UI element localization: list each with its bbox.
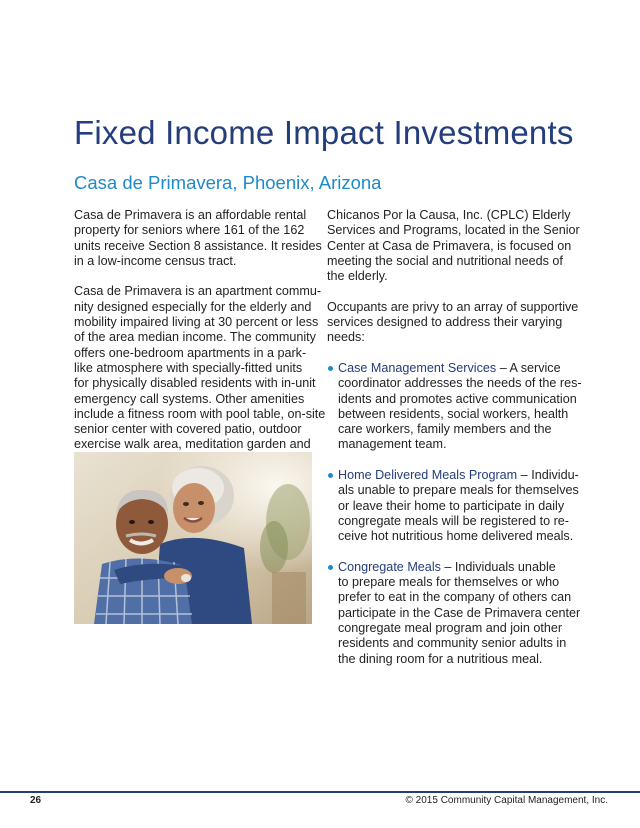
page-title: Fixed Income Impact Investments — [74, 114, 574, 151]
left-column — [74, 208, 326, 483]
text-line: needs: — [327, 330, 365, 345]
bullet-first-line — [338, 560, 567, 575]
bullet-dot-icon — [328, 473, 333, 478]
bullet-home-delivered-meals — [327, 468, 579, 544]
text-line: Chicanos Por la Causa, Inc. (CPLC) Elderly — [327, 208, 571, 222]
right-column — [327, 208, 582, 682]
bullet-heading: Congregate Meals — [338, 559, 441, 574]
text-line: senior center with covered patio, outdoor — [74, 422, 302, 437]
text-line: to prepare meals for themselves or who — [338, 575, 560, 590]
text-line: emergency call systems. Other amenities — [74, 391, 305, 406]
text-line: Occupants are privy to an array of supportive — [327, 299, 579, 314]
page-subtitle: Casa de Primavera, Phoenix, Arizona — [74, 172, 382, 193]
text-line: residents and community senior adults in — [338, 636, 567, 651]
text-line: for physically disabled residents with in-unit — [74, 376, 316, 391]
text-line: prefer to eat in the company of others can — [338, 590, 572, 605]
copyright-notice: © 2015 Community Capital Management, Inc. — [405, 795, 608, 806]
text-line: or leave their home to participate in daily — [338, 498, 565, 513]
services-intro-paragraph — [327, 299, 579, 346]
senior-couple-photo — [74, 452, 312, 624]
text-line: Casa de Primavera is an apartment commu- — [74, 284, 322, 299]
text-line: the dining room for a nutritious meal. — [338, 651, 543, 666]
text-line: units receive Section 8 assistance. It resides — [74, 238, 322, 253]
text-line: ceive hot nutritious home delivered meals. — [338, 529, 574, 544]
page-number: 26 — [30, 795, 42, 806]
bullet-heading: Case Management Services — [338, 360, 497, 375]
text-line: in a low-income census tract. — [74, 253, 237, 268]
text-line: congregate meal program and join other — [338, 621, 563, 636]
footer-divider — [0, 791, 640, 793]
text-line: care workers, family members and the — [338, 422, 552, 437]
bullet-first-line — [338, 468, 579, 483]
text-line: include a fitness room with pool table, on-site — [74, 406, 326, 421]
text-line: idents and promotes active communication — [338, 391, 577, 406]
bullet-case-management — [327, 360, 582, 453]
text-line: meeting the social and nutritional needs of — [327, 253, 563, 268]
text-line: participate in the Case de Primavera center — [338, 605, 581, 620]
text-line: congregate meals will be registered to re- — [338, 513, 569, 528]
senior-couple-illustration — [74, 452, 312, 624]
bullet-text: – Individu- — [517, 468, 579, 483]
text-line: management team. — [338, 437, 447, 452]
bullet-dot-icon — [328, 366, 333, 371]
bullet-heading: Home Delivered Meals Program — [338, 468, 518, 483]
text-line: als unable to prepare meals for themselves — [338, 483, 579, 498]
text-line: offers one-bedroom apartments in a park- — [74, 345, 307, 360]
bullet-first-line — [338, 361, 567, 376]
bullet-congregate-meals — [327, 559, 581, 667]
bullet-text: – Individuals unable — [440, 559, 556, 574]
text-line: property for seniors where 161 of the 162 — [74, 223, 305, 238]
bullet-text: – A service — [496, 360, 561, 375]
text-line: like atmosphere with specially-fitted units — [74, 360, 303, 375]
text-line: mobility impaired living at 30 percent or less — [74, 315, 319, 330]
amenities-paragraph — [74, 284, 326, 468]
text-line: Casa de Primavera is an affordable rental — [74, 208, 307, 222]
intro-paragraph — [74, 208, 322, 269]
text-line: nity designed especially for the elderly and — [74, 299, 312, 314]
text-line: coordinator addresses the needs of the res- — [338, 376, 582, 391]
text-line: Services and Programs, located in the Senior — [327, 223, 580, 238]
text-line: between residents, social workers, health — [338, 406, 569, 421]
text-line: the elderly. — [327, 269, 388, 284]
text-line: Center at Casa de Primavera, is focused on — [327, 238, 572, 253]
text-line: exercise walk area, meditation garden and — [74, 437, 311, 452]
bullet-dot-icon — [328, 565, 333, 570]
cplc-paragraph — [327, 208, 580, 284]
text-line: services designed to address their varying — [327, 315, 563, 330]
text-line: of the area median income. The community — [74, 330, 316, 345]
